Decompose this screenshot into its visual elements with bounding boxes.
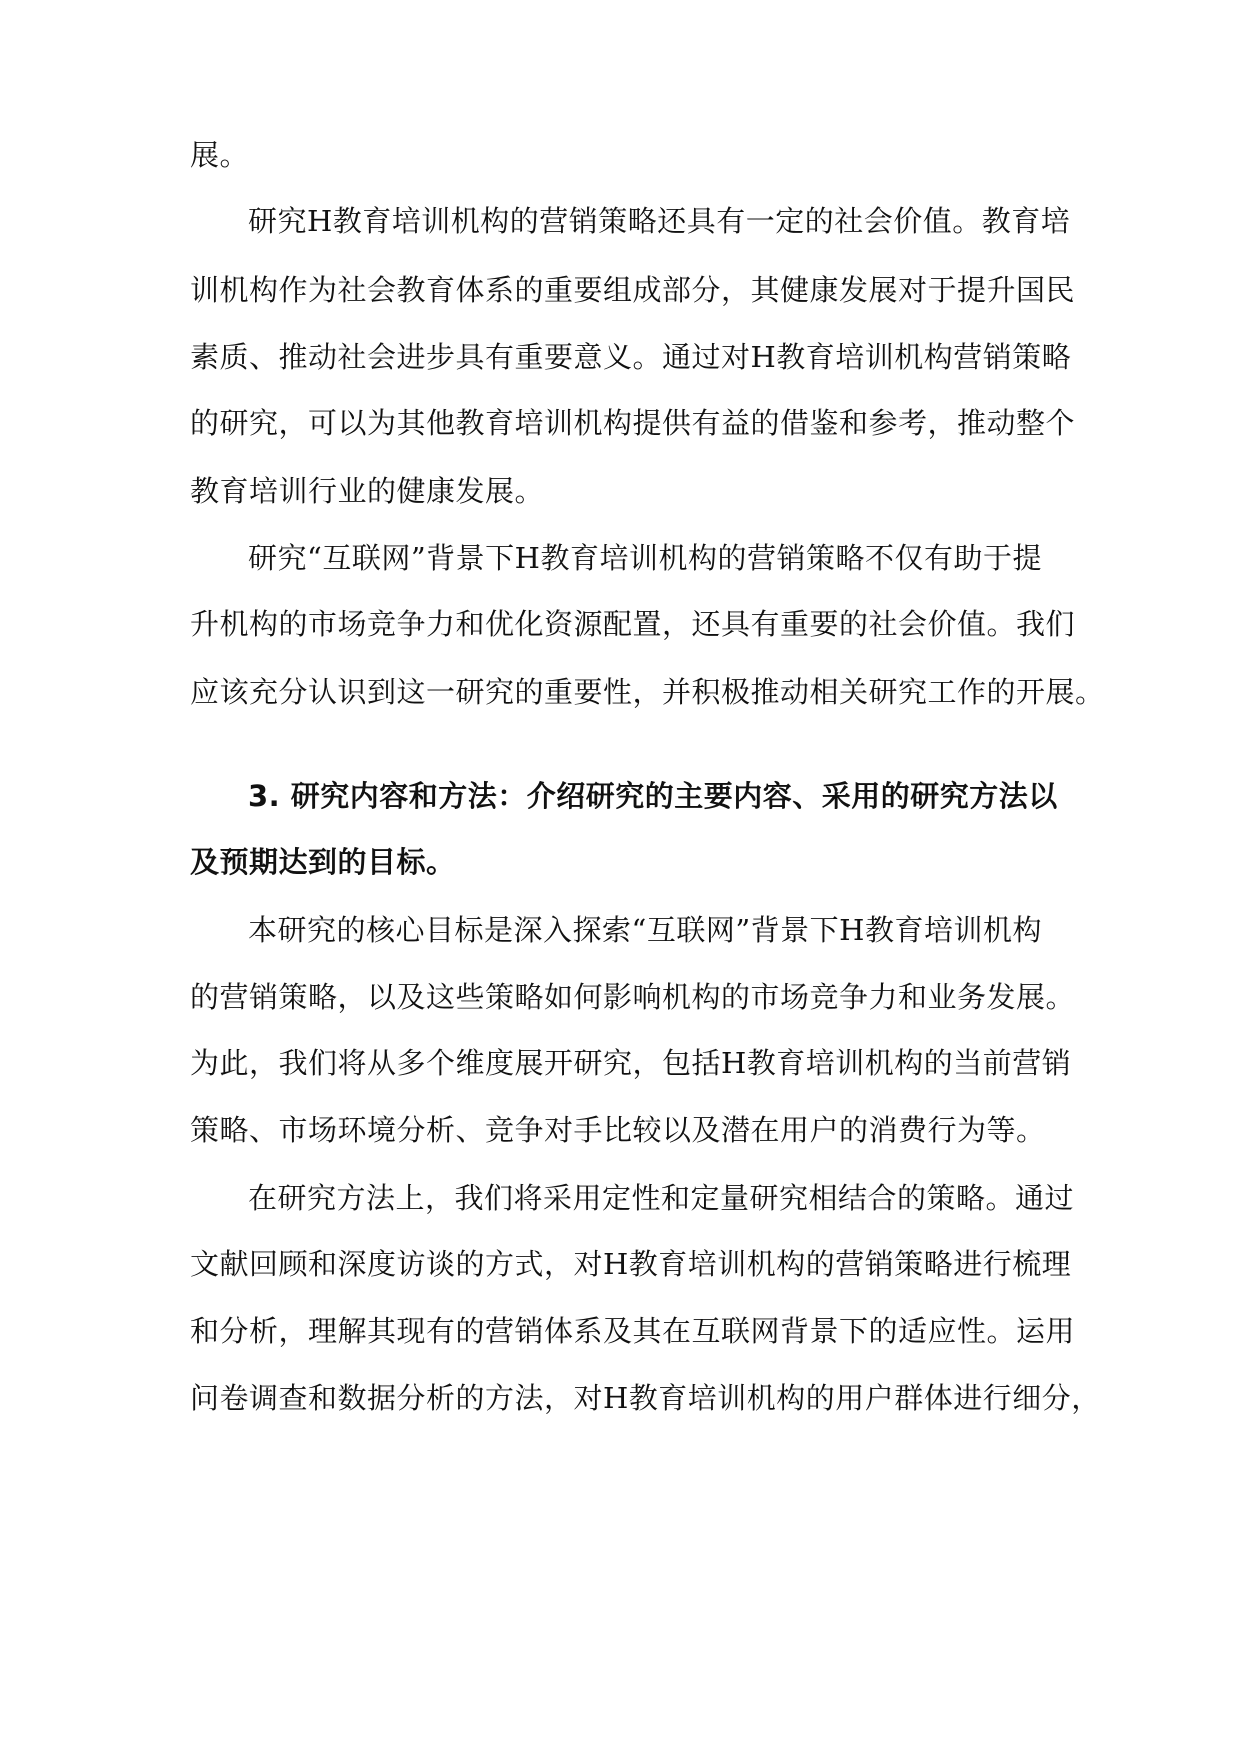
paragraph-line: 问卷调查和数据分析的方法，对H教育培训机构的用户群体进行细分， (190, 1381, 1101, 1415)
paragraph-line: 在研究方法上，我们将采用定性和定量研究相结合的策略。通过 (248, 1181, 1075, 1215)
paragraph-line: 本研究的核心目标是深入探索“互联网”背景下H教育培训机构 (248, 913, 1042, 947)
paragraph-line: 和分析，理解其现有的营销体系及其在互联网背景下的适应性。运用 (190, 1314, 1076, 1348)
section-heading-line: 及预期达到的目标。 (190, 845, 456, 879)
paragraph-line: 文献回顾和深度访谈的方式，对H教育培训机构的营销策略进行梳理 (190, 1247, 1072, 1281)
paragraph-line: 素质、推动社会进步具有重要意义。通过对H教育培训机构营销策略 (190, 340, 1072, 374)
paragraph-line: 训机构作为社会教育体系的重要组成部分，其健康发展对于提升国民 (190, 273, 1076, 307)
paragraph-line: 展。 (190, 138, 250, 172)
paragraph-line: 应该充分认识到这一研究的重要性，并积极推动相关研究工作的开展。 (190, 675, 1105, 709)
paragraph-line: 策略、市场环境分析、竞争对手比较以及潜在用户的消费行为等。 (190, 1113, 1046, 1147)
paragraph-line: 为此，我们将从多个维度展开研究，包括H教育培训机构的当前营销 (190, 1046, 1072, 1080)
paragraph-line: 教育培训行业的健康发展。 (190, 474, 545, 508)
paragraph-line: 的研究，可以为其他教育培训机构提供有益的借鉴和参考，推动整个 (190, 406, 1076, 440)
section-heading-line: 3. 研究内容和方法：介绍研究的主要内容、采用的研究方法以 (248, 779, 1058, 813)
paragraph-line: 研究“互联网”背景下H教育培训机构的营销策略不仅有助于提 (248, 541, 1042, 575)
paragraph-line: 的营销策略，以及这些策略如何影响机构的市场竞争力和业务发展。 (190, 980, 1076, 1014)
paragraph-line: 研究H教育培训机构的营销策略还具有一定的社会价值。教育培 (248, 204, 1071, 238)
paragraph-line: 升机构的市场竞争力和优化资源配置，还具有重要的社会价值。我们 (190, 607, 1076, 641)
